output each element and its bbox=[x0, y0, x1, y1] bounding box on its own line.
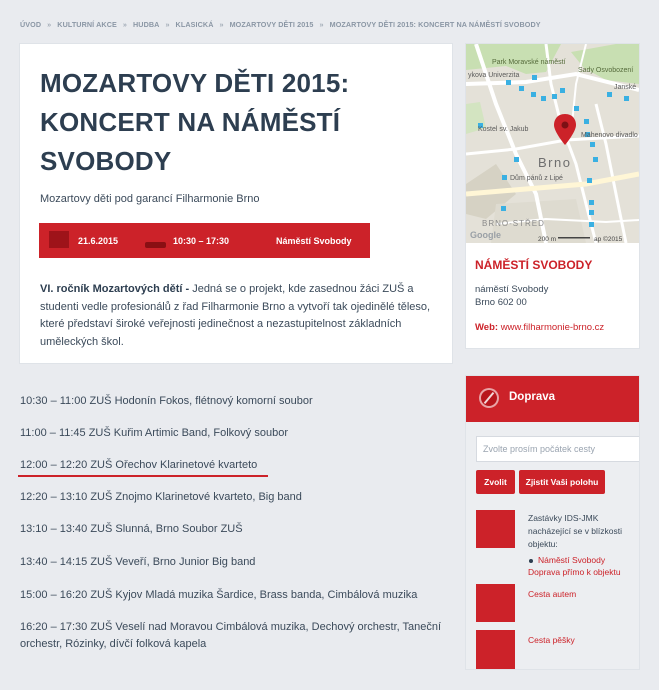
event-subtitle: Mozartovy děti pod garancí Filharmonie Brno bbox=[40, 193, 260, 205]
breadcrumb-home[interactable]: ÚVOD bbox=[20, 20, 42, 29]
map-label-janske: Janské bbox=[614, 84, 637, 91]
walk-icon bbox=[476, 630, 515, 669]
map-label-mahen: Mahenovo divadlo bbox=[581, 132, 638, 139]
locate-me-button[interactable]: Zjistit Vaši polohu bbox=[519, 470, 605, 494]
map-graphic bbox=[466, 44, 639, 243]
schedule-item: 11:00 – 11:45 ZUŠ Kuřim Artimic Band, Folkový soubor bbox=[20, 427, 288, 439]
breadcrumb-cultural-events[interactable]: KULTURNÍ AKCE bbox=[57, 20, 117, 29]
breadcrumb-separator: » bbox=[319, 20, 324, 29]
bus-stop-icon bbox=[476, 510, 515, 548]
map-label-sady: Sady Osvobození bbox=[578, 67, 634, 74]
choose-button[interactable]: Zvolit bbox=[476, 470, 515, 494]
event-date: 21.6.2015 bbox=[78, 236, 119, 246]
stops-intro: Zastávky IDS-JMK nacházející se v blízkosti objektu: bbox=[528, 513, 623, 549]
map-copyright: ap ©2015 bbox=[594, 236, 623, 243]
event-description bbox=[40, 281, 440, 351]
map-label-park: Park Moravské náměstí bbox=[492, 59, 566, 66]
map-label-uni: ykova Univerzita bbox=[468, 72, 520, 79]
schedule-item: 15:00 – 16:20 ZUŠ Kyjov Mladá muzika Šardice, Brass banda, Cimbálová muzika bbox=[20, 589, 418, 601]
venue-map[interactable] bbox=[466, 44, 639, 243]
breadcrumb-festival[interactable]: MOZARTOVY DĚTI 2015 bbox=[229, 20, 314, 29]
schedule-item-active[interactable]: 12:00 – 12:20 ZUŠ Ořechov Klarinetové kvarteto bbox=[20, 457, 450, 474]
address-line-city: Brno 602 00 bbox=[475, 297, 527, 308]
description-lead: VI. ročník Mozartových dětí - bbox=[40, 283, 190, 295]
venue-address bbox=[475, 283, 548, 309]
breadcrumb-separator: » bbox=[219, 20, 224, 29]
direct-transport-link[interactable]: Doprava přímo k objektu bbox=[528, 567, 621, 577]
stop-link[interactable]: Náměstí Svobody bbox=[528, 554, 636, 567]
schedule-item: 13:40 – 14:15 ZUŠ Veveří, Brno Junior Big band bbox=[20, 556, 256, 568]
map-scale-label: 200 m bbox=[538, 236, 557, 243]
schedule-item: 16:20 – 17:30 ZUŠ Veselí nad Moravou Cimbálová muzika, Dechový orchestr, Taneční orchestr, Rózinky, dívčí folková kapela bbox=[20, 621, 442, 650]
route-start-input[interactable]: Zvolte prosím počátek cesty bbox=[476, 436, 639, 462]
web-link[interactable]: www.filharmonie-brno.cz bbox=[500, 322, 605, 333]
venue-web bbox=[475, 322, 604, 333]
map-label-kostel: Kostel sv. Jakub bbox=[478, 126, 529, 133]
breadcrumb-music[interactable]: HUDBA bbox=[132, 20, 160, 29]
compass-icon bbox=[479, 388, 499, 408]
breadcrumb-separator: » bbox=[165, 20, 170, 29]
calendar-icon bbox=[49, 231, 69, 248]
transport-title: Doprava bbox=[509, 391, 556, 403]
breadcrumb-classical[interactable]: KLASICKÁ bbox=[175, 20, 214, 29]
map-label-city: Brno bbox=[538, 155, 572, 170]
breadcrumb bbox=[20, 20, 640, 29]
map-scale-bar bbox=[558, 237, 590, 239]
schedule-item: 10:30 – 11:00 ZUŠ Hodonín Fokos, flétnový komorní soubor bbox=[20, 395, 313, 407]
map-label-district: BRNO-STŘED bbox=[482, 219, 545, 228]
stops-info bbox=[528, 512, 636, 567]
map-label-dum: Dům pánů z Lipé bbox=[510, 175, 563, 182]
map-google-logo: Google bbox=[470, 230, 501, 240]
event-card bbox=[20, 44, 452, 363]
breadcrumb-separator: » bbox=[122, 20, 127, 29]
schedule-item: 13:10 – 13:40 ZUŠ Slunná, Brno Soubor ZUŠ bbox=[20, 523, 243, 535]
address-line-street: náměstí Svobody bbox=[475, 284, 549, 295]
transport-header bbox=[466, 376, 639, 422]
event-time: 10:30 – 17:30 bbox=[173, 236, 230, 246]
event-info-bar bbox=[39, 223, 370, 258]
car-icon bbox=[476, 584, 515, 622]
breadcrumb-separator: » bbox=[47, 20, 52, 29]
walk-route-link[interactable]: Cesta pěšky bbox=[528, 635, 575, 645]
schedule-item: 12:20 – 13:10 ZUŠ Znojmo Klarinetové kvarteto, Big band bbox=[20, 491, 302, 503]
description-text: Jedná se o projekt, kde zasednou žáci ZUŠ a studenti vedle profesionálů z řad Filharmonie Brno a vytvoří tak ojedinělé těleso, které představí široké veřejnosti jedinečnost a nezastupitelnost základních uměleckých škol. bbox=[40, 283, 431, 348]
venue-card bbox=[466, 44, 639, 348]
clock-icon bbox=[145, 242, 166, 248]
event-place: Náměstí Svobody bbox=[276, 236, 352, 246]
car-route-link[interactable]: Cesta autem bbox=[528, 589, 577, 599]
page-title: MOZARTOVY DĚTI 2015: KONCERT NA NÁMĚSTÍ SVOBODY bbox=[40, 68, 350, 176]
transport-panel bbox=[466, 376, 639, 669]
venue-title: NÁMĚSTÍ SVOBODY bbox=[475, 258, 593, 272]
web-label: Web: bbox=[475, 322, 499, 333]
breadcrumb-current: MOZARTOVY DĚTI 2015: KONCERT NA NÁMĚSTÍ SVOBODY bbox=[329, 20, 541, 29]
